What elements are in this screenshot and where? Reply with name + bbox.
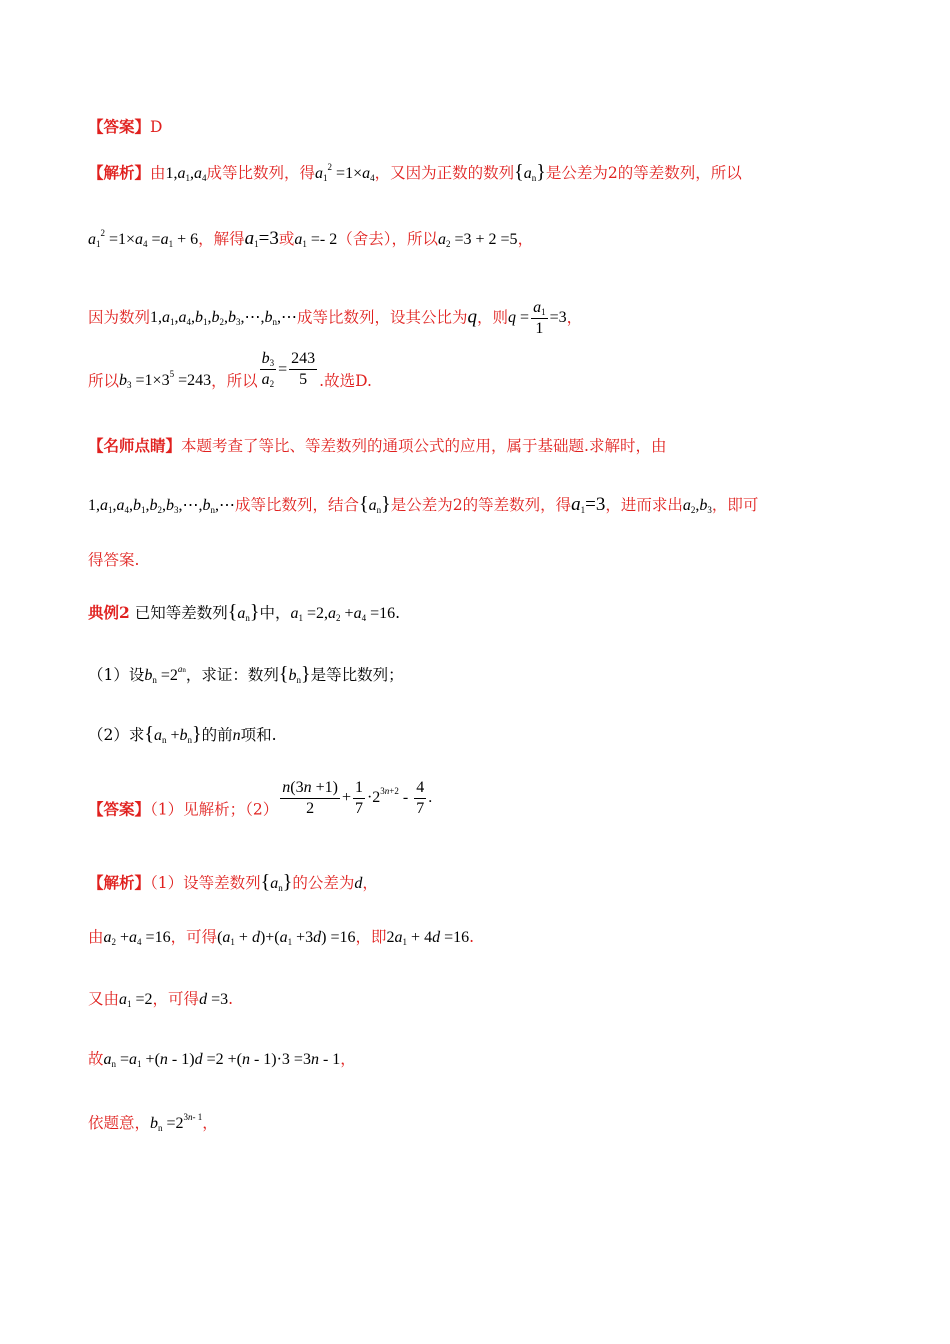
text: ，解得 (198, 230, 245, 248)
analysis-line-2: $a_1^2 =1\times a_4 =a_1 + 6$，解得$a_1=3$或$a_1 =- 2$（舍去），所以$a_2 =3 + 2 =5$， (88, 228, 534, 249)
tip-line-1 (88, 437, 890, 456)
answer-line (88, 118, 890, 137)
math-a2a4: $a_2 +a_4 =16$ (103, 929, 171, 947)
text: 的前 (201, 726, 233, 744)
text: 的公差为 (292, 874, 355, 892)
tip-line-2 (88, 492, 890, 517)
text: 因为数列 (88, 308, 151, 327)
text: 或 (278, 230, 295, 248)
answer-label: 【答案】 (88, 117, 151, 136)
text: ，即 (355, 928, 387, 946)
text: ，则 (477, 308, 509, 327)
text: （1）见解析；（2） (150, 800, 279, 819)
analysis-line-4 (88, 346, 890, 391)
math-sum-set: $\{a_n +b_n\}$ (144, 723, 202, 745)
text: ，又因为正数的数列 (374, 164, 515, 182)
question-1 (88, 662, 890, 686)
math-q: q (467, 306, 478, 328)
example-number: 2 (119, 603, 130, 622)
text: ，进而求出 (605, 496, 683, 514)
math-d: d (354, 875, 363, 892)
solution-2-line-1: 【解析】（1）设等差数列$\{a_n\}$的公差为d， (88, 871, 378, 893)
text: ，即可 (711, 496, 759, 514)
text: 故 (88, 1050, 104, 1068)
text: 得答案 (88, 551, 135, 569)
text: ，可得 (152, 990, 200, 1008)
text: 的等差数列，得 (462, 496, 572, 514)
math-a2: $a_2 =3 + 2 =5$ (437, 231, 518, 249)
answer-value: D (150, 118, 163, 136)
math-an: $\{a_n\}$ (260, 871, 293, 893)
text: 由 (88, 928, 104, 946)
text: ，求证：数列 (185, 666, 279, 684)
text: 是公差为 (545, 164, 608, 182)
text: 又由 (88, 990, 120, 1008)
math-ratio: $\frac{b_3}{a_2}$ = $\frac{243}{5}$ (261, 350, 316, 390)
math-cond: $a_1 =2,a_2 +a_4 =16$ (290, 605, 396, 623)
math-simplify: $2a_1 + 4d =16$ (386, 929, 470, 947)
text: 中， (259, 604, 291, 622)
number: 2 (452, 496, 463, 514)
solution-2-label: 【解析】 (88, 873, 151, 892)
text: （1）设等差数列 (150, 874, 261, 892)
text: 项和. (240, 726, 277, 744)
solution-2-line-5: 依题意，$b_n =2^{3n- 1}$， (88, 1112, 218, 1133)
analysis-label: 【解析】 (88, 163, 151, 182)
math-answer-2: $\frac{n(3n +1)}{2}$ + $\frac{1}{7}$ $\cdot 2^{3n+2}$ - $\frac{4}{7}$ . (282, 779, 433, 817)
math-an-formula: $a_n =a_1 +(n - 1)d =2 +(n - 1)\cdot 3 =3n - 1$ (103, 1051, 341, 1069)
math-seq: $1,a_1,a_4$ (165, 165, 207, 183)
text: 是等比数列； (310, 666, 404, 684)
math-d-val: d =3 (199, 991, 229, 1008)
answer-2-label: 【答案】 (88, 799, 151, 819)
text: 依题意， (88, 1114, 151, 1132)
math-eq: $a_1^2 =1\times a_4$ (315, 162, 375, 183)
math-an: $\{a_n\}$ (514, 161, 546, 183)
math-a1: $a_1=3$ (571, 494, 606, 515)
math-n: n (232, 727, 241, 744)
tip-line-3 (88, 551, 890, 570)
number: 2 (607, 164, 618, 182)
math-b3: $b_3 =1\times 3^5 =243$ (119, 368, 212, 390)
math-an: $\{a_n\}$ (359, 493, 391, 515)
math-a1-neg: $a_1 =- 2$ (294, 231, 338, 249)
math-a2-b3: $a_2,b_3$ (682, 497, 712, 515)
question-2 (88, 722, 890, 746)
text: 成等比数列，结合 (235, 496, 360, 514)
analysis-line-1 (88, 160, 890, 184)
math-expand: $(a_1 + d)+(a_1 +3d) =16$ (217, 929, 356, 947)
answer-2-line (88, 778, 890, 819)
text: （1）设 (88, 666, 145, 684)
text: 由 (150, 164, 166, 182)
analysis-line-3: 因为数列$1,a_1,a_4,b_1,b_2,b_3,\cdots,b_n,\cdots$成等比数列，设其公比为q，则q = $\frac{a_1}{1}$ =3， (88, 299, 583, 338)
math-a1: $a_1 =2$ (119, 991, 153, 1009)
math-bn-set: $\{b_n\}$ (278, 663, 311, 685)
example-2-stem: 典例2 已知等差数列$\{a_n\}$中，$a_1 =2,a_2 +a_4 =16$. (88, 601, 401, 623)
text: . (584, 437, 589, 455)
text: .故选 (319, 372, 356, 390)
text: 本题考查了等比、等差数列的通项公式的应用，属于基础题 (181, 437, 585, 455)
solution-2-line-3: 又由$a_1 =2$，可得d =3. (88, 990, 234, 1009)
text: 成等比数列，得 (206, 164, 316, 182)
math-bn-formula: $b_n =2^{3n- 1}$ (150, 1112, 203, 1133)
text: 是公差为 (390, 496, 453, 514)
text: （2）求 (88, 726, 145, 744)
math-bn: $b_n =2^{an}$ (144, 664, 186, 685)
math-q-eq: q = $\frac{a_1}{1}$ =3 (508, 299, 567, 338)
math-eq: $a_1^2 =1\times a_4 =a_1 + 6$ (88, 228, 199, 249)
text: 求解时，由 (588, 437, 667, 455)
text: ，可得 (170, 928, 218, 946)
text: 所以 (88, 372, 120, 390)
math-a1: $a_1=3$ (244, 228, 279, 249)
text: （舍去），所以 (337, 230, 438, 248)
solution-2-line-4: 故$a_n =a_1 +(n - 1)d =2 +(n - 1)\cdot 3 =3n - 1$， (88, 1050, 356, 1069)
math-seq: $1,a_1,a_4,b_1,b_2,b_3,\cdots,b_n,\cdots$ (150, 309, 298, 328)
text: 成等比数列，设其公比为 (297, 308, 468, 327)
text: ，所以 (211, 372, 258, 390)
math-seq: $1,a_1,a_4,b_1,b_2,b_3,\cdots,b_n,\cdots$ (88, 497, 235, 515)
text: . (134, 551, 140, 569)
text: 的等差数列，所以 (617, 164, 742, 182)
tip-label: 【名师点睛】 (88, 436, 182, 455)
solution-2-line-2: 由$a_2 +a_4 =16$，可得$(a_1 + d)+(a_1 +3d) =16$，即$2a_1 + 4d =16$. (88, 928, 475, 947)
math-an: $\{a_n\}$ (227, 601, 260, 623)
text: D. (355, 372, 372, 390)
example-label: 典例 (88, 603, 120, 622)
text: 已知等差数列 (134, 604, 228, 622)
